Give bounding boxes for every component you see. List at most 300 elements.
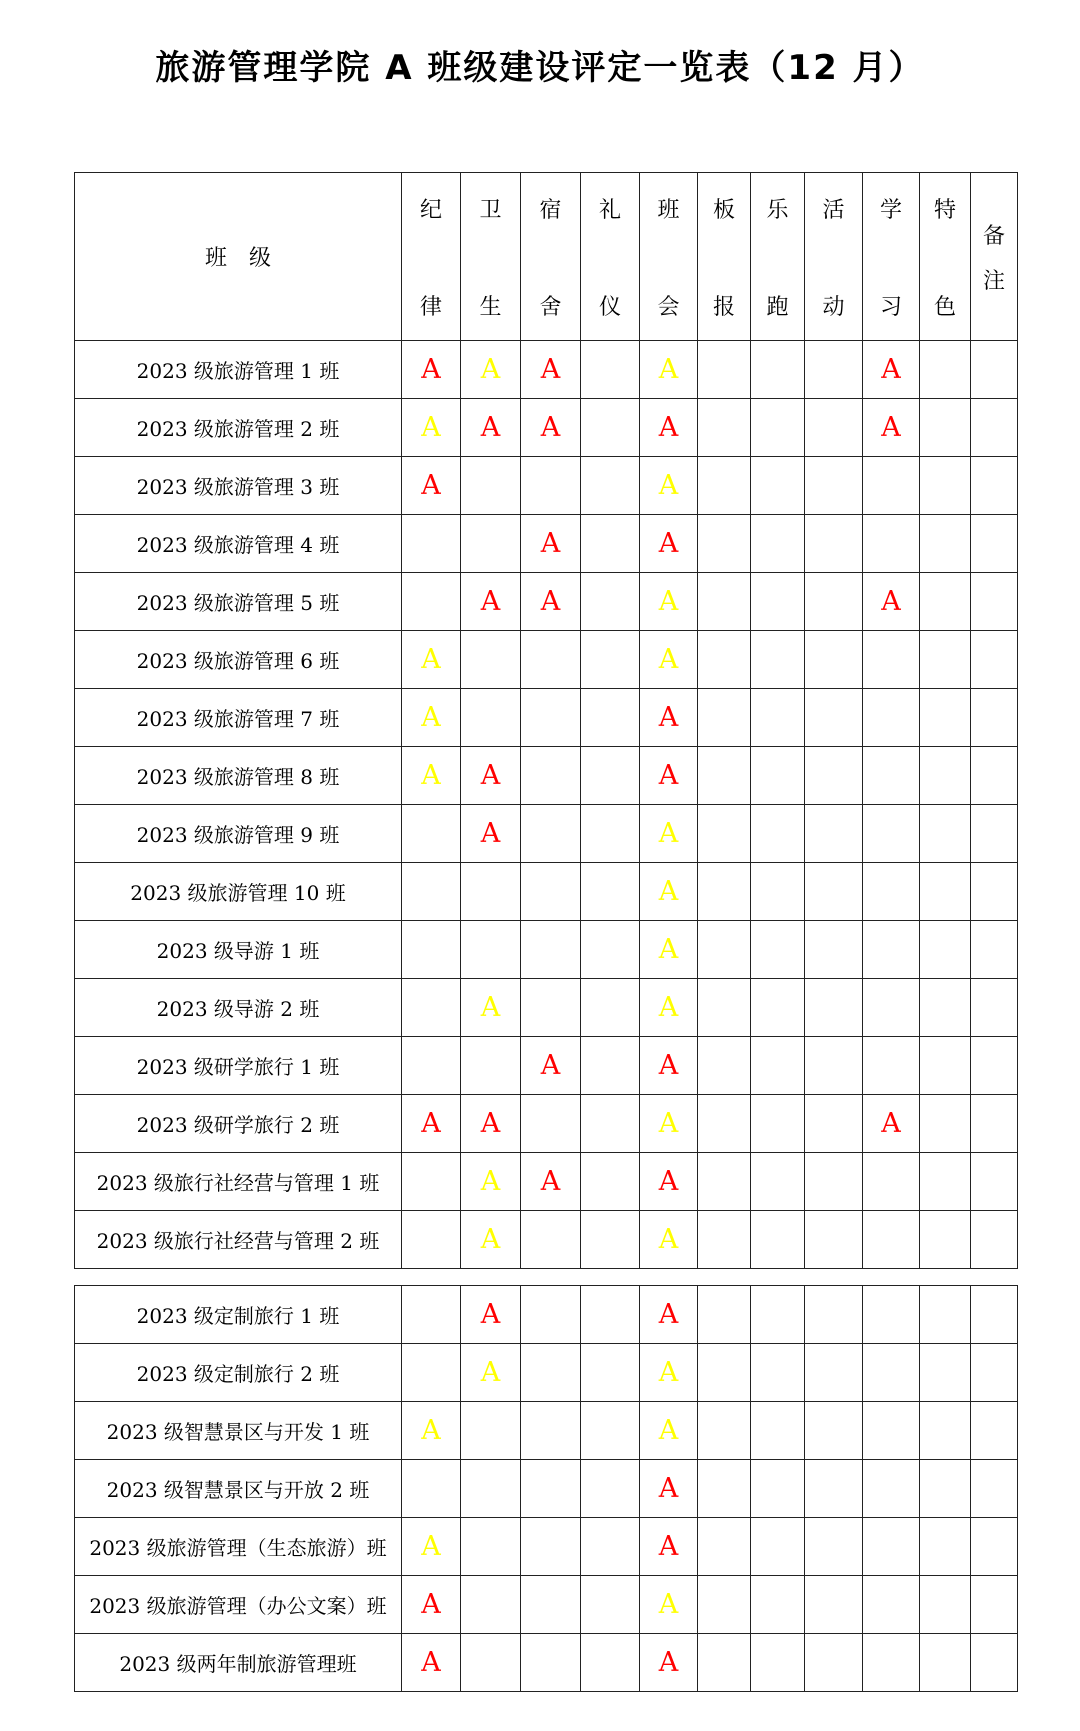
header-col-top: 礼 <box>598 197 621 223</box>
empty-cell <box>698 399 751 457</box>
grade-mark-yellow: A <box>640 863 698 921</box>
empty-cell <box>521 457 581 515</box>
header-col-top: 乐 <box>766 197 789 223</box>
grade-mark-red: A <box>863 399 920 457</box>
empty-cell <box>402 1344 461 1402</box>
grade-mark-yellow: A <box>640 1402 698 1460</box>
empty-cell <box>751 399 805 457</box>
empty-cell <box>920 979 971 1037</box>
header-col-bottom: 动 <box>822 294 845 320</box>
table-row <box>75 1518 1018 1576</box>
empty-cell <box>920 1211 971 1269</box>
header-col-top: 板 <box>712 197 735 223</box>
table-row <box>75 341 1018 399</box>
class-name-cell: 2023 级旅游管理 4 班 <box>75 515 402 573</box>
table-row <box>75 1286 1018 1344</box>
empty-cell <box>581 1634 640 1692</box>
empty-cell <box>461 689 521 747</box>
empty-cell <box>920 515 971 573</box>
empty-cell <box>521 631 581 689</box>
empty-cell <box>751 747 805 805</box>
grade-mark-red: A <box>402 1634 461 1692</box>
empty-cell <box>920 1576 971 1634</box>
grade-mark-red: A <box>402 341 461 399</box>
empty-cell <box>805 1153 863 1211</box>
empty-cell <box>751 457 805 515</box>
header-col-top: 纪 <box>419 197 442 223</box>
empty-cell <box>863 1402 920 1460</box>
empty-cell <box>461 457 521 515</box>
empty-cell <box>920 1634 971 1692</box>
header-col-7 <box>805 173 863 341</box>
empty-cell <box>698 1402 751 1460</box>
empty-cell <box>805 573 863 631</box>
empty-cell <box>698 515 751 573</box>
grade-mark-red: A <box>521 399 581 457</box>
empty-cell <box>581 1518 640 1576</box>
table-row <box>75 747 1018 805</box>
empty-cell <box>751 1634 805 1692</box>
class-name-cell: 2023 级智慧景区与开发 1 班 <box>75 1402 402 1460</box>
empty-cell <box>402 1286 461 1344</box>
empty-cell <box>461 1402 521 1460</box>
grade-mark-red: A <box>402 1095 461 1153</box>
grade-mark-yellow: A <box>402 1518 461 1576</box>
header-col-bottom: 色 <box>933 294 956 320</box>
header-col-9 <box>920 173 971 341</box>
empty-cell <box>863 979 920 1037</box>
note-cell <box>971 1153 1018 1211</box>
header-col-top: 活 <box>822 197 845 223</box>
empty-cell <box>521 747 581 805</box>
empty-cell <box>805 1211 863 1269</box>
empty-cell <box>698 1153 751 1211</box>
grade-mark-yellow: A <box>402 689 461 747</box>
empty-cell <box>863 805 920 863</box>
empty-cell <box>805 979 863 1037</box>
empty-cell <box>751 1211 805 1269</box>
grade-mark-yellow: A <box>640 1211 698 1269</box>
grade-mark-red: A <box>521 341 581 399</box>
empty-cell <box>461 1460 521 1518</box>
grade-mark-red: A <box>402 457 461 515</box>
empty-cell <box>581 515 640 573</box>
note-cell <box>971 1518 1018 1576</box>
empty-cell <box>805 457 863 515</box>
empty-cell <box>920 1286 971 1344</box>
grade-mark-red: A <box>461 805 521 863</box>
note-cell <box>971 921 1018 979</box>
class-name-cell: 2023 级定制旅行 2 班 <box>75 1344 402 1402</box>
empty-cell <box>521 805 581 863</box>
header-col-8 <box>863 173 920 341</box>
empty-cell <box>805 399 863 457</box>
empty-cell <box>521 689 581 747</box>
empty-cell <box>461 1518 521 1576</box>
empty-cell <box>751 573 805 631</box>
header-col-bottom: 仪 <box>598 294 621 320</box>
header-col-4 <box>640 173 698 341</box>
empty-cell <box>863 1634 920 1692</box>
empty-cell <box>698 805 751 863</box>
empty-cell <box>751 979 805 1037</box>
empty-cell <box>805 805 863 863</box>
empty-cell <box>581 341 640 399</box>
empty-cell <box>581 457 640 515</box>
table-row <box>75 1634 1018 1692</box>
class-name-cell: 2023 级导游 1 班 <box>75 921 402 979</box>
empty-cell <box>863 457 920 515</box>
header-col-top: 卫 <box>479 197 502 223</box>
empty-cell <box>805 515 863 573</box>
empty-cell <box>581 1286 640 1344</box>
empty-cell <box>698 863 751 921</box>
class-name-cell: 2023 级旅游管理 7 班 <box>75 689 402 747</box>
grade-mark-red: A <box>521 1153 581 1211</box>
table-row <box>75 1402 1018 1460</box>
table-row <box>75 805 1018 863</box>
grade-mark-yellow: A <box>640 457 698 515</box>
empty-cell <box>461 631 521 689</box>
grade-mark-yellow: A <box>461 1344 521 1402</box>
grade-mark-yellow: A <box>402 631 461 689</box>
empty-cell <box>581 1211 640 1269</box>
empty-cell <box>698 1518 751 1576</box>
empty-cell <box>805 863 863 921</box>
empty-cell <box>698 631 751 689</box>
header-col-top: 宿 <box>539 197 562 223</box>
empty-cell <box>461 1576 521 1634</box>
empty-cell <box>521 1634 581 1692</box>
empty-cell <box>863 1211 920 1269</box>
page-title: 旅游管理学院 A 班级建设评定一览表（12 月） <box>155 48 925 88</box>
grade-mark-red: A <box>461 1286 521 1344</box>
class-name-cell: 2023 级旅游管理（生态旅游）班 <box>75 1518 402 1576</box>
empty-cell <box>863 863 920 921</box>
class-name-cell: 2023 级旅游管理（办公文案）班 <box>75 1576 402 1634</box>
empty-cell <box>863 1286 920 1344</box>
header-col-0 <box>402 173 461 341</box>
table-row <box>75 921 1018 979</box>
grade-mark-yellow: A <box>402 399 461 457</box>
note-cell <box>971 1037 1018 1095</box>
table-row <box>75 1576 1018 1634</box>
table-row <box>75 1344 1018 1402</box>
header-col-bottom: 习 <box>879 294 902 320</box>
empty-cell <box>461 921 521 979</box>
empty-cell <box>698 1344 751 1402</box>
empty-cell <box>402 1460 461 1518</box>
empty-cell <box>805 921 863 979</box>
grade-mark-yellow: A <box>640 341 698 399</box>
note-cell <box>971 573 1018 631</box>
empty-cell <box>698 689 751 747</box>
note-cell <box>971 1576 1018 1634</box>
empty-cell <box>698 1211 751 1269</box>
empty-cell <box>805 1344 863 1402</box>
empty-cell <box>698 1576 751 1634</box>
empty-cell <box>751 863 805 921</box>
empty-cell <box>581 1037 640 1095</box>
class-name-cell: 2023 级旅游管理 9 班 <box>75 805 402 863</box>
empty-cell <box>805 1634 863 1692</box>
empty-cell <box>805 631 863 689</box>
note-cell <box>971 863 1018 921</box>
empty-cell <box>698 1095 751 1153</box>
empty-cell <box>581 1460 640 1518</box>
empty-cell <box>920 805 971 863</box>
class-name-cell: 2023 级旅游管理 10 班 <box>75 863 402 921</box>
empty-cell <box>920 1344 971 1402</box>
empty-cell <box>581 573 640 631</box>
empty-cell <box>805 1095 863 1153</box>
note-cell <box>971 399 1018 457</box>
header-col-bottom: 生 <box>479 294 502 320</box>
note-cell <box>971 1460 1018 1518</box>
table-row <box>75 1037 1018 1095</box>
class-name-cell: 2023 级导游 2 班 <box>75 979 402 1037</box>
empty-cell <box>698 1286 751 1344</box>
empty-cell <box>581 1095 640 1153</box>
empty-cell <box>920 1095 971 1153</box>
grade-mark-red: A <box>461 573 521 631</box>
rating-table-continued <box>74 1285 1018 1692</box>
class-name-cell: 2023 级研学旅行 2 班 <box>75 1095 402 1153</box>
grade-mark-red: A <box>640 1037 698 1095</box>
empty-cell <box>402 1037 461 1095</box>
empty-cell <box>863 1037 920 1095</box>
class-name-cell: 2023 级旅游管理 8 班 <box>75 747 402 805</box>
note-cell <box>971 1095 1018 1153</box>
empty-cell <box>521 1211 581 1269</box>
empty-cell <box>461 1634 521 1692</box>
empty-cell <box>863 1344 920 1402</box>
empty-cell <box>920 573 971 631</box>
empty-cell <box>751 1037 805 1095</box>
empty-cell <box>863 631 920 689</box>
empty-cell <box>461 863 521 921</box>
grade-mark-yellow: A <box>640 1344 698 1402</box>
grade-mark-red: A <box>640 689 698 747</box>
note-cell <box>971 805 1018 863</box>
empty-cell <box>698 457 751 515</box>
header-note-bottom: 注 <box>982 268 1005 294</box>
header-col-1 <box>461 173 521 341</box>
empty-cell <box>920 1460 971 1518</box>
header-col-top: 学 <box>879 197 902 223</box>
class-name-cell: 2023 级旅游管理 2 班 <box>75 399 402 457</box>
empty-cell <box>521 979 581 1037</box>
empty-cell <box>751 1460 805 1518</box>
empty-cell <box>920 689 971 747</box>
table-row <box>75 399 1018 457</box>
empty-cell <box>863 1518 920 1576</box>
class-name-cell: 2023 级研学旅行 1 班 <box>75 1037 402 1095</box>
empty-cell <box>751 1153 805 1211</box>
grade-mark-red: A <box>461 747 521 805</box>
note-cell <box>971 1211 1018 1269</box>
empty-cell <box>698 1460 751 1518</box>
empty-cell <box>920 1037 971 1095</box>
table-row <box>75 457 1018 515</box>
note-cell <box>971 747 1018 805</box>
grade-mark-yellow: A <box>640 921 698 979</box>
note-cell <box>971 515 1018 573</box>
empty-cell <box>920 631 971 689</box>
empty-cell <box>751 805 805 863</box>
empty-cell <box>521 1344 581 1402</box>
header-col-bottom: 会 <box>657 294 680 320</box>
grade-mark-red: A <box>640 515 698 573</box>
empty-cell <box>581 689 640 747</box>
grade-mark-red: A <box>863 341 920 399</box>
grade-mark-red: A <box>863 573 920 631</box>
empty-cell <box>805 1518 863 1576</box>
empty-cell <box>521 1518 581 1576</box>
empty-cell <box>581 747 640 805</box>
empty-cell <box>402 979 461 1037</box>
table-row <box>75 573 1018 631</box>
empty-cell <box>920 921 971 979</box>
class-name-cell: 2023 级旅游管理 1 班 <box>75 341 402 399</box>
empty-cell <box>402 515 461 573</box>
empty-cell <box>581 399 640 457</box>
header-note-top: 备 <box>982 223 1005 249</box>
empty-cell <box>920 399 971 457</box>
grade-mark-yellow: A <box>640 805 698 863</box>
empty-cell <box>402 573 461 631</box>
empty-cell <box>581 805 640 863</box>
grade-mark-yellow: A <box>461 341 521 399</box>
header-col-bottom: 跑 <box>766 294 789 320</box>
note-cell <box>971 1634 1018 1692</box>
grade-mark-red: A <box>461 1095 521 1153</box>
empty-cell <box>863 1460 920 1518</box>
class-name-cell: 2023 级旅行社经营与管理 2 班 <box>75 1211 402 1269</box>
class-name-cell: 2023 级智慧景区与开放 2 班 <box>75 1460 402 1518</box>
empty-cell <box>920 457 971 515</box>
empty-cell <box>581 921 640 979</box>
table-row <box>75 1460 1018 1518</box>
empty-cell <box>863 689 920 747</box>
empty-cell <box>805 689 863 747</box>
grade-mark-yellow: A <box>640 1576 698 1634</box>
empty-cell <box>698 1634 751 1692</box>
empty-cell <box>581 1344 640 1402</box>
grade-mark-yellow: A <box>640 979 698 1037</box>
header-col-top: 班 <box>657 197 680 223</box>
grade-mark-yellow: A <box>402 747 461 805</box>
empty-cell <box>751 689 805 747</box>
grade-mark-red: A <box>640 1460 698 1518</box>
empty-cell <box>521 863 581 921</box>
empty-cell <box>920 747 971 805</box>
empty-cell <box>751 1095 805 1153</box>
empty-cell <box>521 1286 581 1344</box>
header-col-bottom: 舍 <box>539 294 562 320</box>
note-cell <box>971 1344 1018 1402</box>
empty-cell <box>461 515 521 573</box>
grade-mark-yellow: A <box>640 573 698 631</box>
empty-cell <box>402 805 461 863</box>
table-row <box>75 631 1018 689</box>
empty-cell <box>863 515 920 573</box>
empty-cell <box>402 921 461 979</box>
grade-mark-red: A <box>640 1286 698 1344</box>
table-row <box>75 515 1018 573</box>
header-col-2 <box>521 173 581 341</box>
grade-mark-red: A <box>640 1634 698 1692</box>
header-note <box>971 173 1018 341</box>
empty-cell <box>698 747 751 805</box>
grade-mark-red: A <box>521 573 581 631</box>
empty-cell <box>698 341 751 399</box>
empty-cell <box>581 979 640 1037</box>
empty-cell <box>805 1286 863 1344</box>
class-name-cell: 2023 级两年制旅游管理班 <box>75 1634 402 1692</box>
grade-mark-yellow: A <box>461 1211 521 1269</box>
empty-cell <box>920 1153 971 1211</box>
note-cell <box>971 457 1018 515</box>
note-cell <box>971 631 1018 689</box>
header-col-3 <box>581 173 640 341</box>
empty-cell <box>521 1576 581 1634</box>
table-row <box>75 1153 1018 1211</box>
empty-cell <box>402 1211 461 1269</box>
grade-mark-red: A <box>640 399 698 457</box>
empty-cell <box>751 1402 805 1460</box>
grade-mark-red: A <box>521 515 581 573</box>
note-cell <box>971 341 1018 399</box>
header-col-bottom: 律 <box>419 294 442 320</box>
grade-mark-red: A <box>461 399 521 457</box>
header-class: 班 级 <box>75 173 402 341</box>
empty-cell <box>751 1286 805 1344</box>
empty-cell <box>920 1402 971 1460</box>
empty-cell <box>461 1037 521 1095</box>
empty-cell <box>581 1153 640 1211</box>
empty-cell <box>805 1037 863 1095</box>
empty-cell <box>581 1576 640 1634</box>
empty-cell <box>698 979 751 1037</box>
grade-mark-red: A <box>521 1037 581 1095</box>
empty-cell <box>581 631 640 689</box>
header-col-5 <box>698 173 751 341</box>
empty-cell <box>805 1402 863 1460</box>
empty-cell <box>751 1576 805 1634</box>
grade-mark-yellow: A <box>402 1402 461 1460</box>
grade-mark-yellow: A <box>461 1153 521 1211</box>
empty-cell <box>521 1402 581 1460</box>
table-row <box>75 1211 1018 1269</box>
empty-cell <box>698 573 751 631</box>
note-cell <box>971 1402 1018 1460</box>
empty-cell <box>920 1518 971 1576</box>
empty-cell <box>751 1518 805 1576</box>
class-name-cell: 2023 级旅游管理 6 班 <box>75 631 402 689</box>
empty-cell <box>863 1576 920 1634</box>
empty-cell <box>751 1344 805 1402</box>
table-header-row <box>75 173 1018 341</box>
table-row <box>75 1095 1018 1153</box>
class-name-cell: 2023 级定制旅行 1 班 <box>75 1286 402 1344</box>
empty-cell <box>521 1460 581 1518</box>
empty-cell <box>805 747 863 805</box>
empty-cell <box>920 341 971 399</box>
empty-cell <box>805 1576 863 1634</box>
table-row <box>75 979 1018 1037</box>
empty-cell <box>920 863 971 921</box>
